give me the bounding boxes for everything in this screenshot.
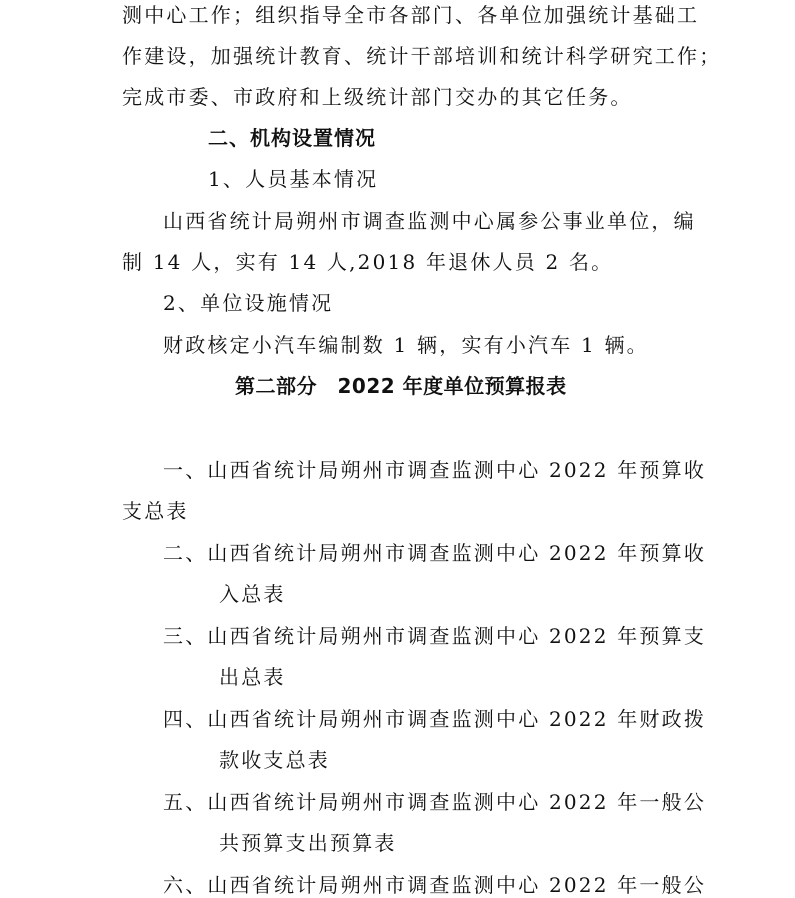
report-item-3-line-1: 三、山西省统计局朔州市调查监测中心 2022 年预算支 — [163, 624, 707, 648]
report-item-5-line-2: 共预算支出预算表 — [219, 831, 397, 855]
part-2-heading: 第二部分 2022 年度单位预算报表 — [235, 374, 567, 398]
intro-line-2: 作建设，加强统计教育、统计干部培训和统计科学研究工作； — [122, 44, 722, 68]
facilities-text: 财政核定小汽车编制数 1 辆，实有小汽车 1 辆。 — [163, 333, 649, 357]
staff-text-line-2: 制 14 人，实有 14 人,2018 年退休人员 2 名。 — [122, 250, 614, 274]
subheading-facilities: 2、单位设施情况 — [163, 291, 334, 315]
report-item-2-line-2: 入总表 — [219, 582, 286, 606]
report-item-5-line-1: 五、山西省统计局朔州市调查监测中心 2022 年一般公 — [163, 790, 707, 814]
section-heading-org-setup: 二、机构设置情况 — [208, 126, 376, 150]
report-item-6-line-1: 六、山西省统计局朔州市调查监测中心 2022 年一般公 — [163, 873, 707, 897]
subheading-staff: 1、人员基本情况 — [208, 167, 379, 191]
report-item-4-line-1: 四、山西省统计局朔州市调查监测中心 2022 年财政拨 — [163, 707, 707, 731]
intro-line-1: 测中心工作；组织指导全市各部门、各单位加强统计基础工 — [122, 3, 700, 27]
staff-text-line-1: 山西省统计局朔州市调查监测中心属参公事业单位，编 — [163, 209, 696, 233]
report-item-1-line-1: 一、山西省统计局朔州市调查监测中心 2022 年预算收 — [163, 458, 707, 482]
report-item-1-line-2: 支总表 — [122, 499, 189, 523]
report-item-4-line-2: 款收支总表 — [219, 748, 330, 772]
report-item-3-line-2: 出总表 — [219, 665, 286, 689]
intro-line-3: 完成市委、市政府和上级统计部门交办的其它任务。 — [122, 85, 633, 109]
report-item-2-line-1: 二、山西省统计局朔州市调查监测中心 2022 年预算收 — [163, 541, 707, 565]
